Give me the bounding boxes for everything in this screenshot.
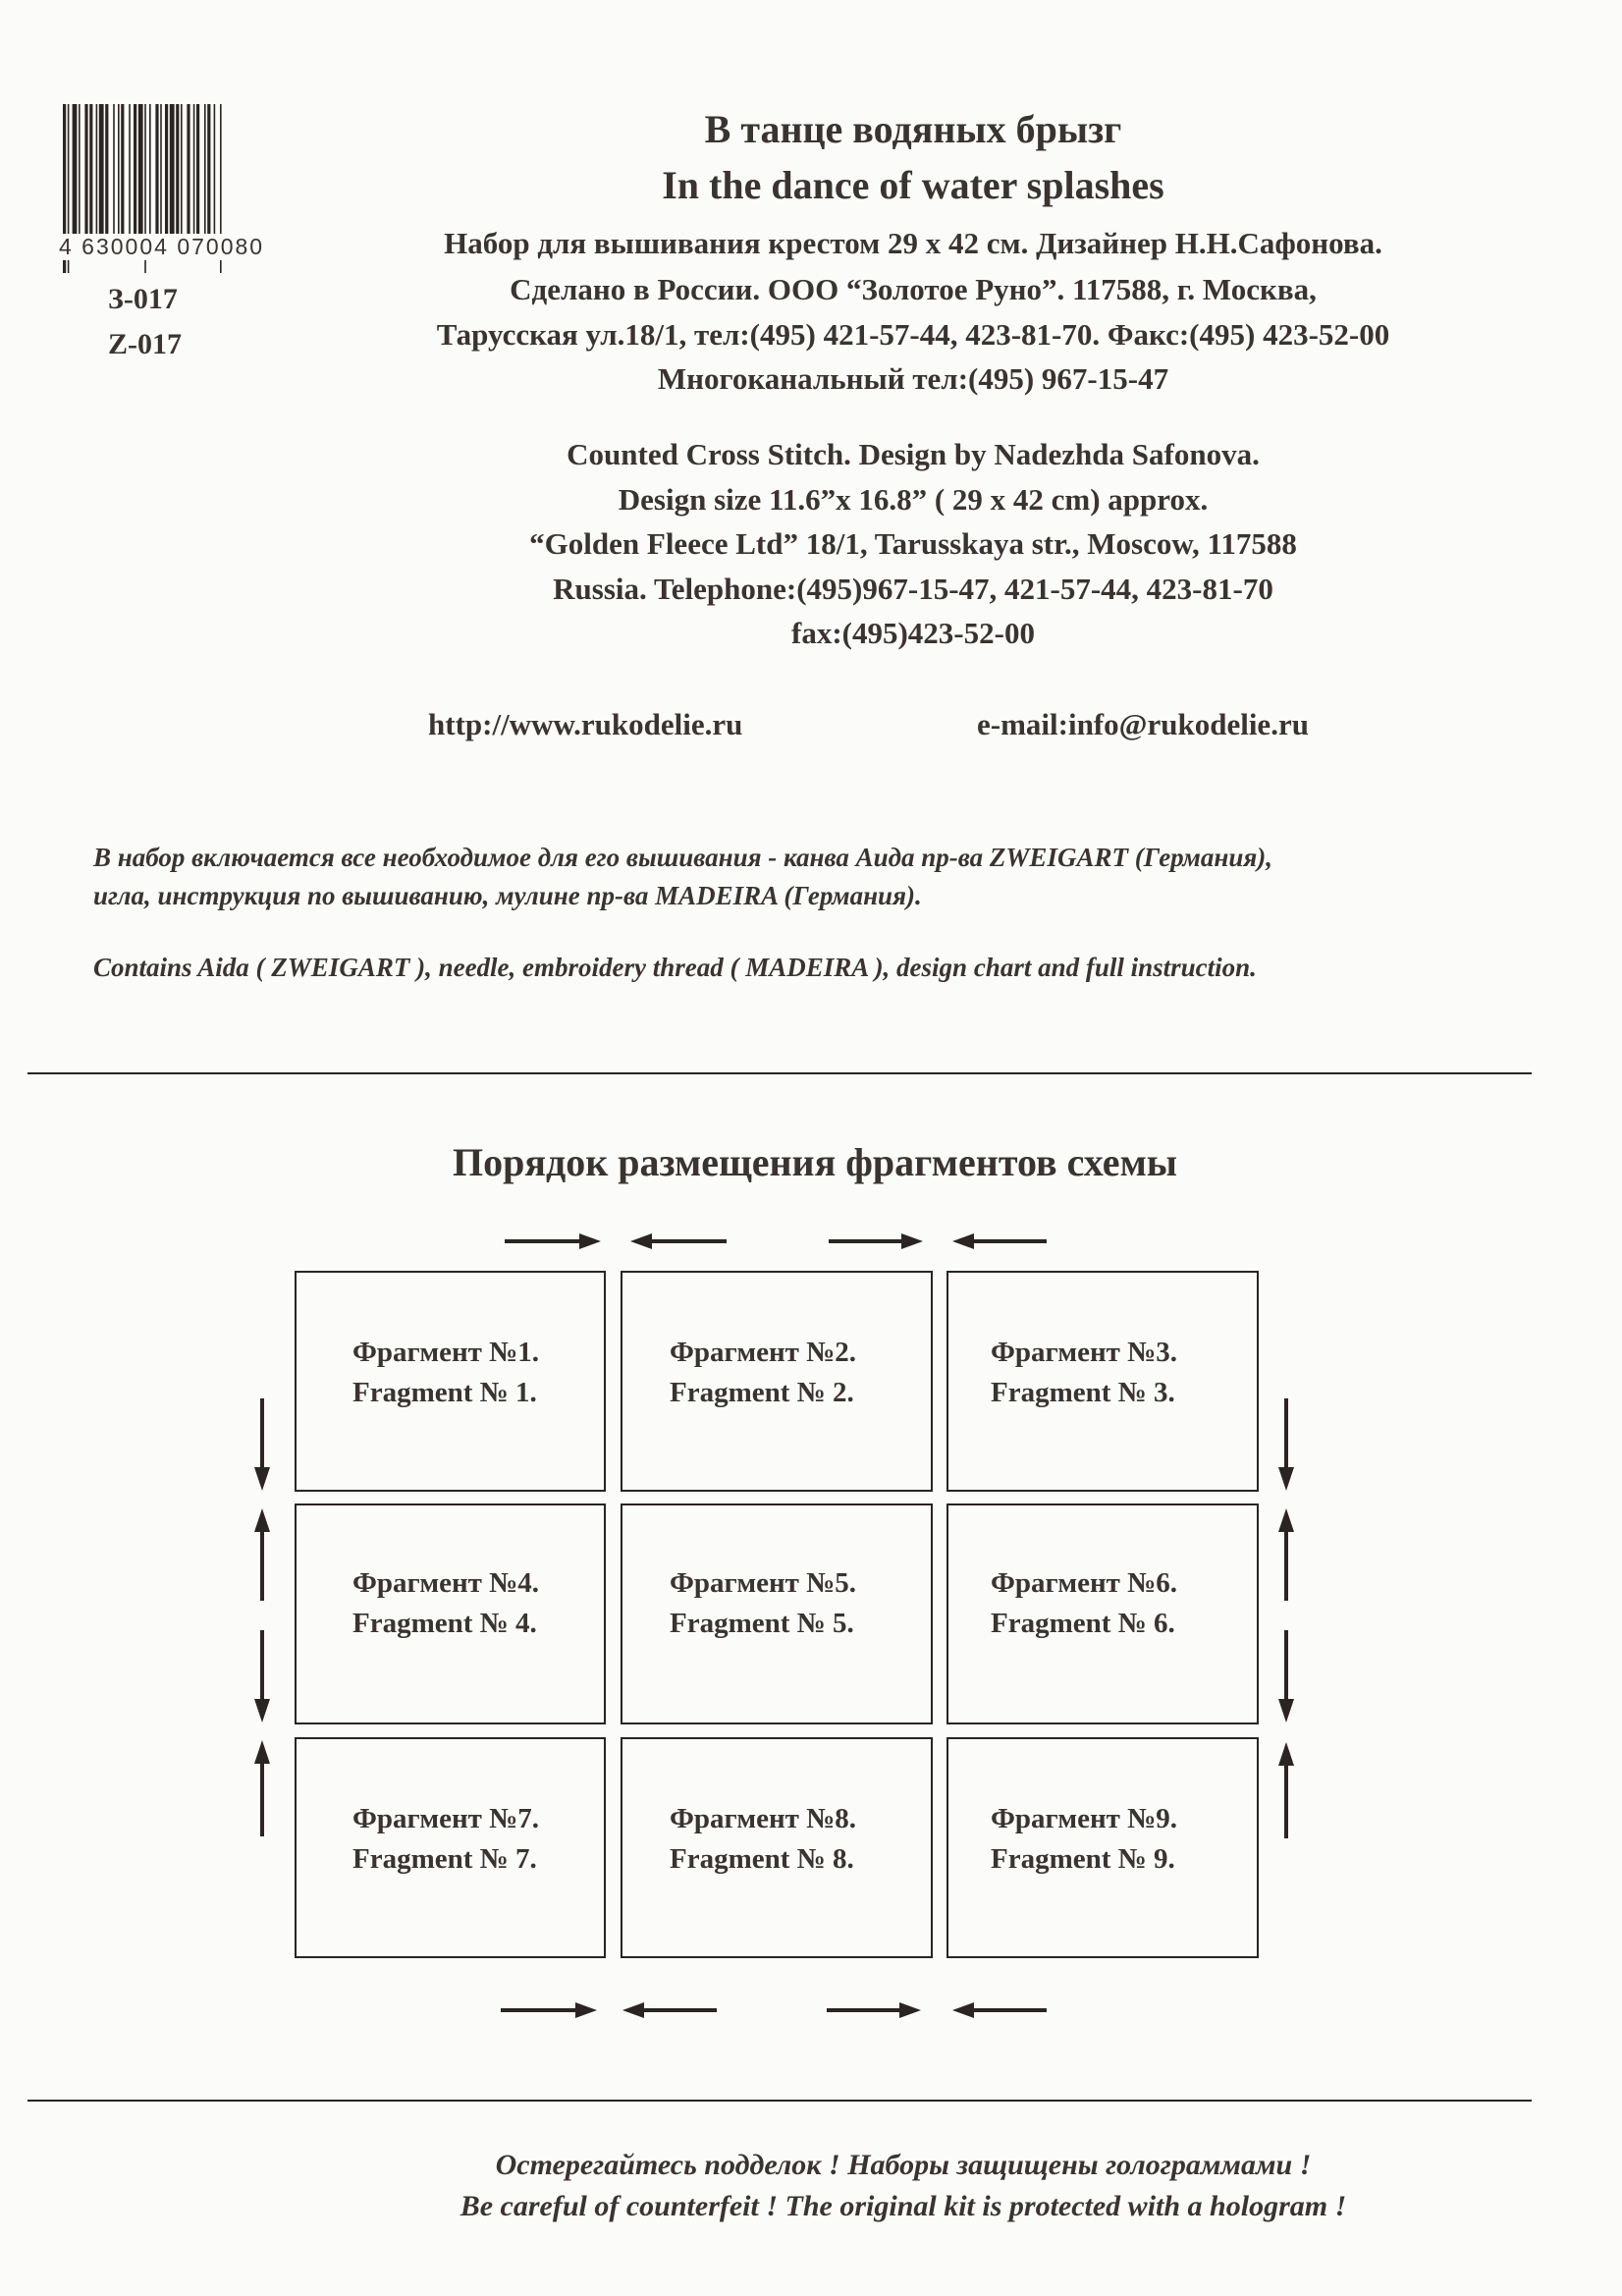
arrow-right-icon (901, 1233, 923, 1249)
arrow-left-icon (952, 2002, 974, 2018)
website-link[interactable]: http://www.rukodelie.ru (428, 707, 743, 741)
arrow-down-icon (254, 1699, 270, 1722)
arrow-down-icon (254, 1467, 270, 1491)
kit-contents-ru: игла, инструкция по вышиванию, мулине пр-ва MADEIRA (Германия). (93, 881, 922, 910)
header-ru-line: Тарусская ул.18/1, тел:(495) 421-57-44, 423-81-70. Факс:(495) 423-52-00 (436, 317, 1390, 352)
kit-contents-ru: В набор включается все необходимое для его вышивания - канва Аида пр-ва ZWEIGART (Германия), (93, 843, 1272, 872)
header-en-line: “Golden Fleece Ltd” 18/1, Tarusskaya str., Moscow, 117588 (529, 526, 1297, 561)
arrow-right-icon (575, 2002, 597, 2018)
kit-contents-en: Contains Aida ( ZWEIGART ), needle, embroidery thread ( MADEIRA ), design chart and full instruction. (93, 953, 1257, 982)
counterfeit-warning-ru: Остерегайтесь подделок ! Наборы защищены голограммами ! (495, 2149, 1312, 2181)
arrow-up-icon (1278, 1742, 1294, 1766)
header-en-line: fax:(495)423-52-00 (791, 616, 1035, 650)
divider (27, 2100, 1532, 2102)
header-ru-line: Набор для вышивания крестом 29 х 42 см. Дизайнер Н.Н.Сафонова. (444, 226, 1382, 260)
fragment-label: Фрагмент №6. Fragment № 6. (991, 1567, 1178, 1639)
arrow-up-icon (254, 1740, 270, 1764)
arrow-left-icon (630, 1233, 652, 1249)
header-ru-line: Многоканальный тел:(495) 967-15-47 (657, 361, 1169, 396)
counterfeit-warning-en: Be careful of counterfeit ! The original kit is protected with a hologram ! (460, 2190, 1347, 2222)
arrow-right-icon (579, 1233, 601, 1249)
scheme-title: Порядок размещения фрагментов схемы (452, 1140, 1178, 1184)
header-en-line: Counted Cross Stitch. Design by Nadezhda Safonova. (567, 437, 1260, 471)
fragment-label: Фрагмент №3. Fragment № 3. (991, 1337, 1178, 1408)
barcode-digits: 4 630004 070080 (57, 234, 275, 260)
fragment-label: Фрагмент №4. Fragment № 4. (352, 1567, 540, 1639)
fragment-label: Фрагмент №9. Fragment № 9. (991, 1803, 1178, 1875)
email-link[interactable]: e-mail:info@rukodelie.ru (977, 707, 1309, 741)
arrow-right-icon (899, 2002, 921, 2018)
fragment-label: Фрагмент №7. Fragment № 7. (352, 1803, 540, 1875)
arrow-down-icon (1278, 1467, 1294, 1491)
arrow-left-icon (952, 1233, 974, 1249)
fragment-label: Фрагмент №1. Fragment № 1. (352, 1337, 540, 1408)
arrow-up-icon (254, 1508, 270, 1532)
header-ru-line: Сделано в России. ООО “Золотое Руно”. 117588, г. Москва, (510, 272, 1317, 306)
fragment-label: Фрагмент №8. Fragment № 8. (670, 1803, 857, 1875)
title-ru: В танце водяных брызг (704, 107, 1122, 151)
article-code-ru: З-017 (108, 283, 178, 315)
header-en-line: Russia. Telephone:(495)967-15-47, 421-57-44, 423-81-70 (553, 571, 1273, 606)
title-en: In the dance of water splashes (662, 163, 1164, 207)
header-en-line: Design size 11.6”x 16.8” ( 29 x 42 cm) approx. (618, 481, 1209, 517)
fragment-label: Фрагмент №5. Fragment № 5. (670, 1567, 857, 1639)
arrow-left-icon (622, 2002, 644, 2018)
arrow-down-icon (1278, 1699, 1294, 1722)
article-code-en: Z-017 (108, 328, 182, 360)
fragment-label: Фрагмент №2. Fragment № 2. (670, 1337, 857, 1408)
arrow-up-icon (1278, 1508, 1294, 1532)
